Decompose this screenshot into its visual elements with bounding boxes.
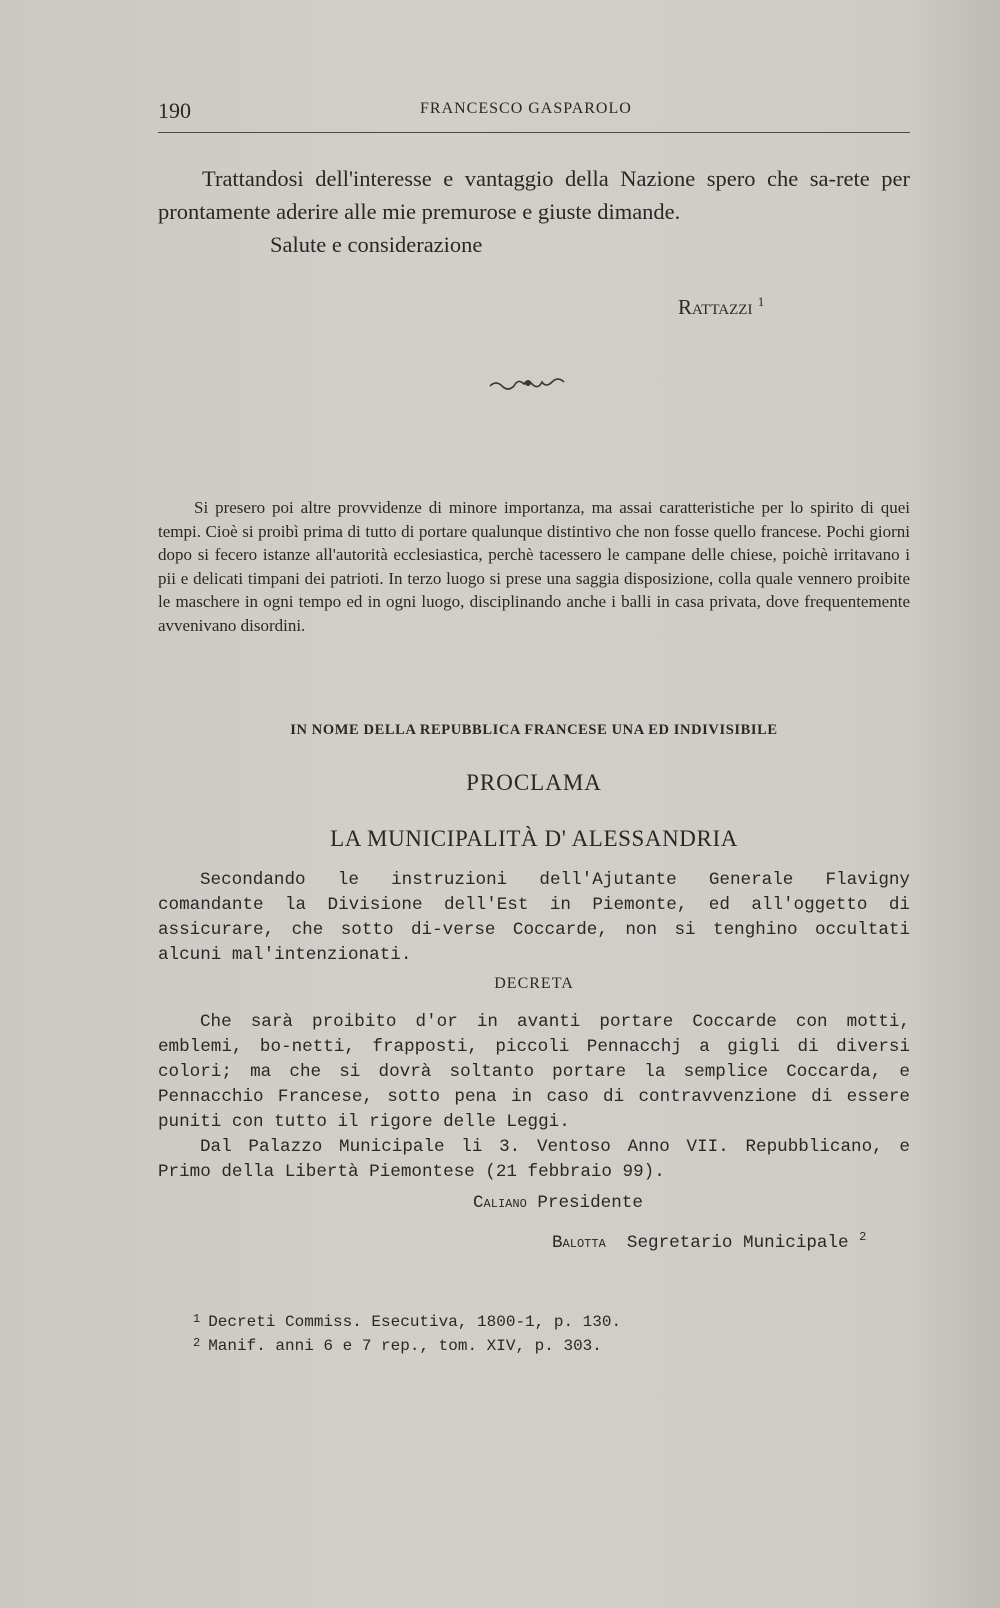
decreta-heading: DECRETA — [494, 975, 574, 992]
letter-closing: Salute e considerazione — [270, 232, 483, 257]
footnote: $^1$ Decreti Commiss. Esecutiva, 1800-1, p. 130. — [193, 1312, 622, 1331]
letter-text — [158, 162, 910, 261]
narrative-text: Si presero poi altre provvidenze di minore importanza, ma assai caratteristiche per lo spirito di quei tempi. Cioè si proibì prima di tutto di portare qualunque distintivo che non fosse quello francese. Pochi giorni dopo si fecero istanze all'autorità ecclesiastica, perchè tacessero le campane delle chiese, poichè irritavano i pii e delicati timpani dei patrioti. In terzo luogo si prese una saggia disposizione, colla quale vennero proibite le maschere in ogni tempo ed in ogni luogo, disciplinando anche i balli in casa privata, dove frequentemente avvenivano disordini. — [158, 498, 910, 635]
signature-name: Rattazzi — [678, 295, 753, 319]
republic-heading: IN NOME DELLA REPUBBLICA FRANCESE UNA ED INDIVISIBILE — [290, 722, 778, 738]
letter-paragraph: Trattandosi dell'interesse e vantaggio della Nazione spero che sa-rete per prontamente aderire alle mie premurose e giuste dimande. — [158, 166, 910, 224]
page-number: 190 — [158, 98, 191, 123]
dateline-text: Dal Palazzo Municipale li 3. Ventoso Anno VII. Repubblicano, e Primo della Libertà Piemontese (21 febbraio 99). — [158, 1137, 910, 1182]
running-title: FRANCESCO GASPAROLO — [420, 100, 632, 117]
footnote: $^2$ Manif. anni 6 e 7 rep., tom. XIV, p. 303. — [193, 1336, 602, 1355]
secretary-signature: Balotta Segretario Municipale $^2$ — [552, 1230, 867, 1253]
issuer-heading: LA MUNICIPALITÀ D' ALESSANDRIA — [330, 826, 738, 851]
footnote-ref-1: 1 — [757, 294, 765, 309]
preamble-block — [158, 868, 910, 968]
decree-text: Che sarà proibito d'or in avanti portare Coccarde con motti, emblemi, bo-netti, frapposti, piccoli Pennacchj a gigli di diversi colori; ma che si dovrà soltanto portare la semplice Coccarda, e Pennacchio Francese, sotto pena in caso di contravvenzione di essere puniti con tutto il rigore delle Leggi. — [158, 1012, 910, 1132]
header-rule — [158, 132, 910, 133]
letter-signature — [678, 294, 764, 320]
president-signature: Caliano Presidente — [473, 1193, 643, 1213]
decree-block — [158, 1010, 910, 1185]
ornament-flourish-icon — [488, 374, 568, 396]
footnote-ref-2: 2 — [859, 1230, 867, 1244]
narrative-paragraph — [158, 496, 910, 637]
proclamation-title: PROCLAMA — [466, 770, 602, 795]
preamble-text: Secondando le instruzioni dell'Ajutante Generale Flavigny comandante la Divisione dell'Est in Piemonte, ed all'oggetto di assicurare, che sotto di-verse Coccarde, non si tenghino occultati alcuni mal'intenzionati. — [158, 870, 910, 965]
